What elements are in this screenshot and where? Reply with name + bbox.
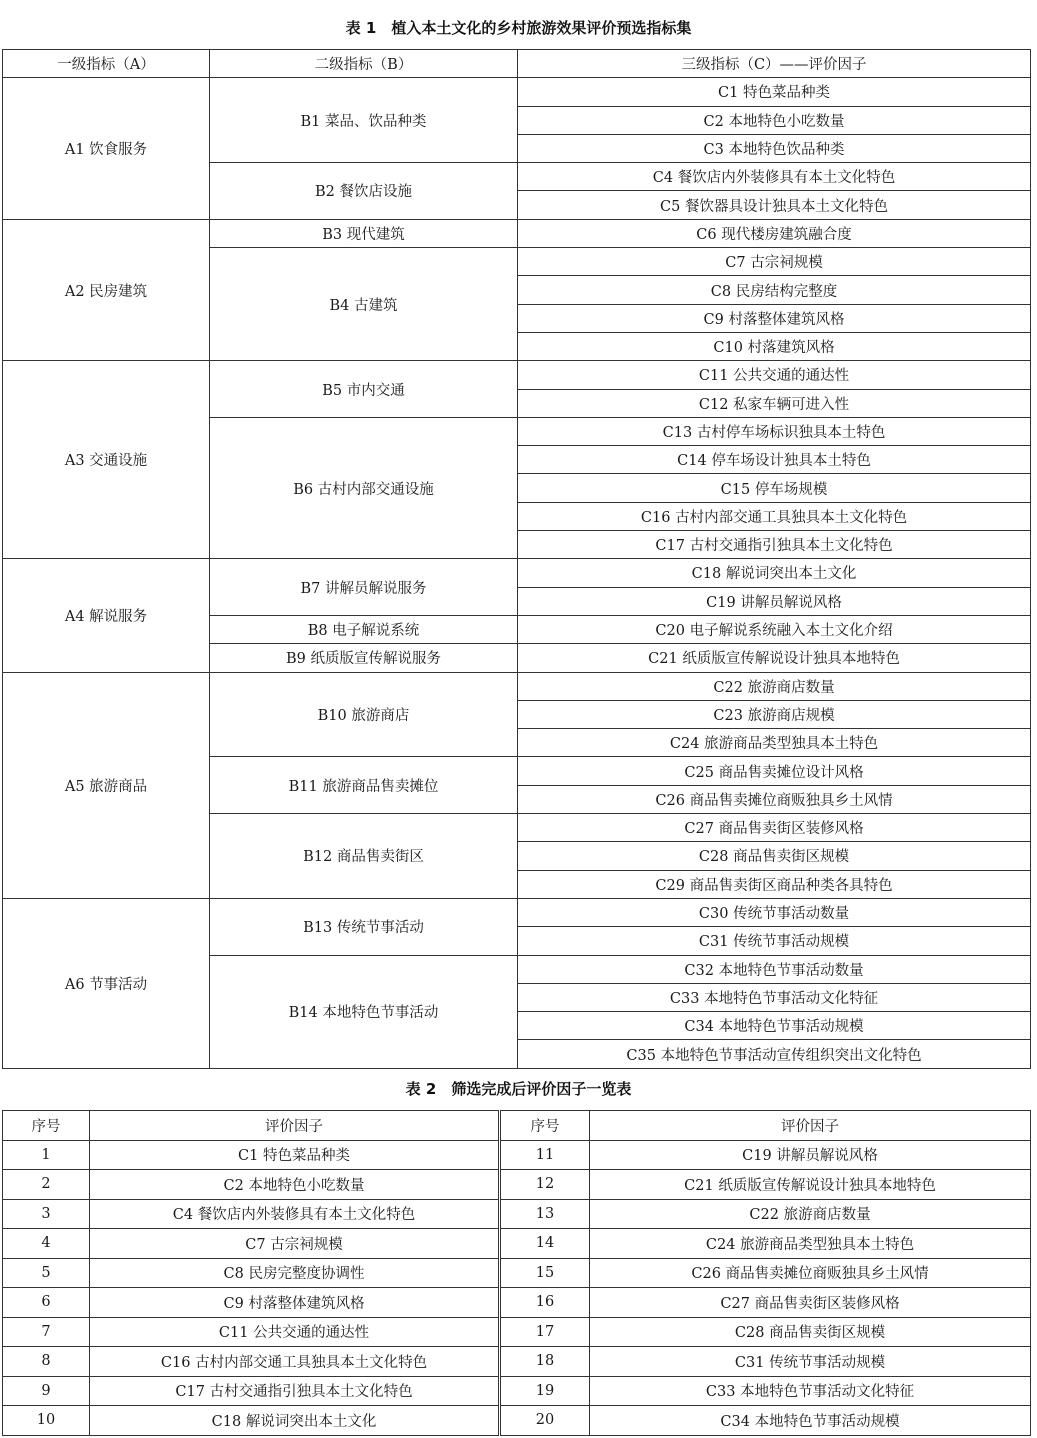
factor-right-cell: C34 本地特色节事活动规模 (590, 1406, 1031, 1436)
index-right-cell: 16 (500, 1288, 590, 1318)
level-a-cell: A3 交通设施 (3, 361, 210, 559)
level-c-cell: C9 村落整体建筑风格 (518, 304, 1031, 332)
level-c-cell: C35 本地特色节事活动宣传组织突出文化特色 (518, 1040, 1031, 1068)
index-right-cell: 19 (500, 1376, 590, 1406)
factor-right-cell: C21 纸质版宣传解说设计独具本地特色 (590, 1170, 1031, 1200)
factor-left-cell: C9 村落整体建筑风格 (90, 1288, 500, 1318)
table1-caption: 表 1 植入本土文化的乡村旅游效果评价预选指标集 (345, 19, 692, 37)
index-right-cell: 13 (500, 1199, 590, 1229)
index-left-cell: 5 (3, 1258, 90, 1288)
level-c-cell: C28 商品售卖街区规模 (518, 842, 1031, 870)
level-c-cell: C10 村落建筑风格 (518, 332, 1031, 360)
table1-row (3, 219, 1031, 247)
factor-right-cell: C33 本地特色节事活动文化特征 (590, 1376, 1031, 1406)
index-right-cell: 18 (500, 1347, 590, 1377)
index-right-cell: 20 (500, 1406, 590, 1436)
level-c-cell: C8 民房结构完整度 (518, 276, 1031, 304)
table1-header-c: 三级指标（C）——评价因子 (518, 50, 1031, 78)
table2-row (3, 1317, 1031, 1347)
level-b-cell: B13 传统节事活动 (210, 898, 518, 955)
factor-right-cell: C19 讲解员解说风格 (590, 1140, 1031, 1170)
level-c-cell: C7 古宗祠规模 (518, 248, 1031, 276)
table1-row (3, 78, 1031, 106)
factor-left-cell: C16 古村内部交通工具独具本土文化特色 (90, 1347, 500, 1377)
table2-header-row (3, 1111, 1031, 1141)
level-c-cell: C4 餐饮店内外装修具有本土文化特色 (518, 163, 1031, 191)
level-c-cell: C3 本地特色饮品种类 (518, 134, 1031, 162)
level-c-cell: C31 传统节事活动规模 (518, 927, 1031, 955)
level-a-cell: A2 民房建筑 (3, 219, 210, 360)
table1-row (3, 559, 1031, 587)
index-left-cell: 6 (3, 1288, 90, 1318)
level-c-cell: C11 公共交通的通达性 (518, 361, 1031, 389)
table2-row (3, 1170, 1031, 1200)
factor-left-cell: C18 解说词突出本土文化 (90, 1406, 500, 1436)
factor-right-cell: C22 旅游商店数量 (590, 1199, 1031, 1229)
level-c-cell: C32 本地特色节事活动数量 (518, 955, 1031, 983)
level-b-cell: B7 讲解员解说服务 (210, 559, 518, 616)
level-c-cell: C14 停车场设计独具本土特色 (518, 446, 1031, 474)
table2-row (3, 1199, 1031, 1229)
level-c-cell: C25 商品售卖摊位设计风格 (518, 757, 1031, 785)
level-b-cell: B10 旅游商店 (210, 672, 518, 757)
level-c-cell: C6 现代楼房建筑融合度 (518, 219, 1031, 247)
level-c-cell: C22 旅游商店数量 (518, 672, 1031, 700)
factor-right-cell: C28 商品售卖街区规模 (590, 1317, 1031, 1347)
table2-header-index-left: 序号 (3, 1111, 90, 1141)
index-left-cell: 10 (3, 1406, 90, 1436)
index-right-cell: 12 (500, 1170, 590, 1200)
level-b-cell: B5 市内交通 (210, 361, 518, 418)
level-b-cell: B11 旅游商品售卖摊位 (210, 757, 518, 814)
table2 (2, 1110, 1031, 1436)
level-a-cell: A1 饮食服务 (3, 78, 210, 219)
index-left-cell: 9 (3, 1376, 90, 1406)
factor-left-cell: C2 本地特色小吃数量 (90, 1170, 500, 1200)
factor-left-cell: C7 古宗祠规模 (90, 1229, 500, 1259)
factor-left-cell: C17 古村交通指引独具本土文化特色 (90, 1376, 500, 1406)
index-right-cell: 11 (500, 1140, 590, 1170)
level-a-cell: A4 解说服务 (3, 559, 210, 672)
table2-row (3, 1406, 1031, 1436)
index-right-cell: 15 (500, 1258, 590, 1288)
table1 (2, 49, 1031, 1069)
level-c-cell: C34 本地特色节事活动规模 (518, 1012, 1031, 1040)
table2-header-index-right: 序号 (500, 1111, 590, 1141)
level-c-cell: C33 本地特色节事活动文化特征 (518, 983, 1031, 1011)
table2-row (3, 1347, 1031, 1377)
level-c-cell: C20 电子解说系统融入本土文化介绍 (518, 615, 1031, 643)
index-left-cell: 8 (3, 1347, 90, 1377)
level-c-cell: C1 特色菜品种类 (518, 78, 1031, 106)
table1-header-row (3, 50, 1031, 78)
level-c-cell: C23 旅游商店规模 (518, 700, 1031, 728)
level-b-cell: B9 纸质版宣传解说服务 (210, 644, 518, 672)
table2-row (3, 1140, 1031, 1170)
index-left-cell: 7 (3, 1317, 90, 1347)
level-b-cell: B14 本地特色节事活动 (210, 955, 518, 1068)
table2-header-factor-left: 评价因子 (90, 1111, 500, 1141)
level-c-cell: C2 本地特色小吃数量 (518, 106, 1031, 134)
factor-right-cell: C24 旅游商品类型独具本土特色 (590, 1229, 1031, 1259)
factor-right-cell: C31 传统节事活动规模 (590, 1347, 1031, 1377)
level-c-cell: C12 私家车辆可进入性 (518, 389, 1031, 417)
level-c-cell: C30 传统节事活动数量 (518, 898, 1031, 926)
table2-row (3, 1258, 1031, 1288)
level-c-cell: C21 纸质版宣传解说设计独具本地特色 (518, 644, 1031, 672)
index-right-cell: 14 (500, 1229, 590, 1259)
level-a-cell: A6 节事活动 (3, 898, 210, 1068)
factor-left-cell: C4 餐饮店内外装修具有本土文化特色 (90, 1199, 500, 1229)
level-b-cell: B12 商品售卖街区 (210, 814, 518, 899)
level-c-cell: C5 餐饮器具设计独具本土文化特色 (518, 191, 1031, 219)
index-left-cell: 3 (3, 1199, 90, 1229)
level-c-cell: C13 古村停车场标识独具本土特色 (518, 417, 1031, 445)
index-right-cell: 17 (500, 1317, 590, 1347)
table1-header-b: 二级指标（B） (210, 50, 518, 78)
index-left-cell: 2 (3, 1170, 90, 1200)
table2-row (3, 1288, 1031, 1318)
factor-left-cell: C8 民房完整度协调性 (90, 1258, 500, 1288)
table2-header-factor-right: 评价因子 (590, 1111, 1031, 1141)
table1-header-a: 一级指标（A） (3, 50, 210, 78)
factor-left-cell: C11 公共交通的通达性 (90, 1317, 500, 1347)
factor-right-cell: C27 商品售卖街区装修风格 (590, 1288, 1031, 1318)
level-a-cell: A5 旅游商品 (3, 672, 210, 898)
level-c-cell: C27 商品售卖街区装修风格 (518, 814, 1031, 842)
table2-caption: 表 2 筛选完成后评价因子一览表 (405, 1080, 632, 1098)
level-b-cell: B3 现代建筑 (210, 219, 518, 247)
index-left-cell: 1 (3, 1140, 90, 1170)
level-c-cell: C16 古村内部交通工具独具本土文化特色 (518, 502, 1031, 530)
level-b-cell: B4 古建筑 (210, 248, 518, 361)
level-b-cell: B6 古村内部交通设施 (210, 417, 518, 558)
level-c-cell: C17 古村交通指引独具本土文化特色 (518, 531, 1031, 559)
level-c-cell: C26 商品售卖摊位商贩独具乡土风情 (518, 785, 1031, 813)
level-c-cell: C18 解说词突出本土文化 (518, 559, 1031, 587)
factor-right-cell: C26 商品售卖摊位商贩独具乡土风情 (590, 1258, 1031, 1288)
level-c-cell: C24 旅游商品类型独具本土特色 (518, 729, 1031, 757)
factor-left-cell: C1 特色菜品种类 (90, 1140, 500, 1170)
level-b-cell: B1 菜品、饮品种类 (210, 78, 518, 163)
table2-row (3, 1376, 1031, 1406)
table1-row (3, 361, 1031, 389)
level-c-cell: C19 讲解员解说风格 (518, 587, 1031, 615)
table2-row (3, 1229, 1031, 1259)
table1-row (3, 672, 1031, 700)
index-left-cell: 4 (3, 1229, 90, 1259)
level-b-cell: B2 餐饮店设施 (210, 163, 518, 220)
level-c-cell: C15 停车场规模 (518, 474, 1031, 502)
table1-row (3, 898, 1031, 926)
table2-body (3, 1140, 1031, 1435)
table1-body (3, 78, 1031, 1068)
level-c-cell: C29 商品售卖街区商品种类各具特色 (518, 870, 1031, 898)
level-b-cell: B8 电子解说系统 (210, 615, 518, 643)
